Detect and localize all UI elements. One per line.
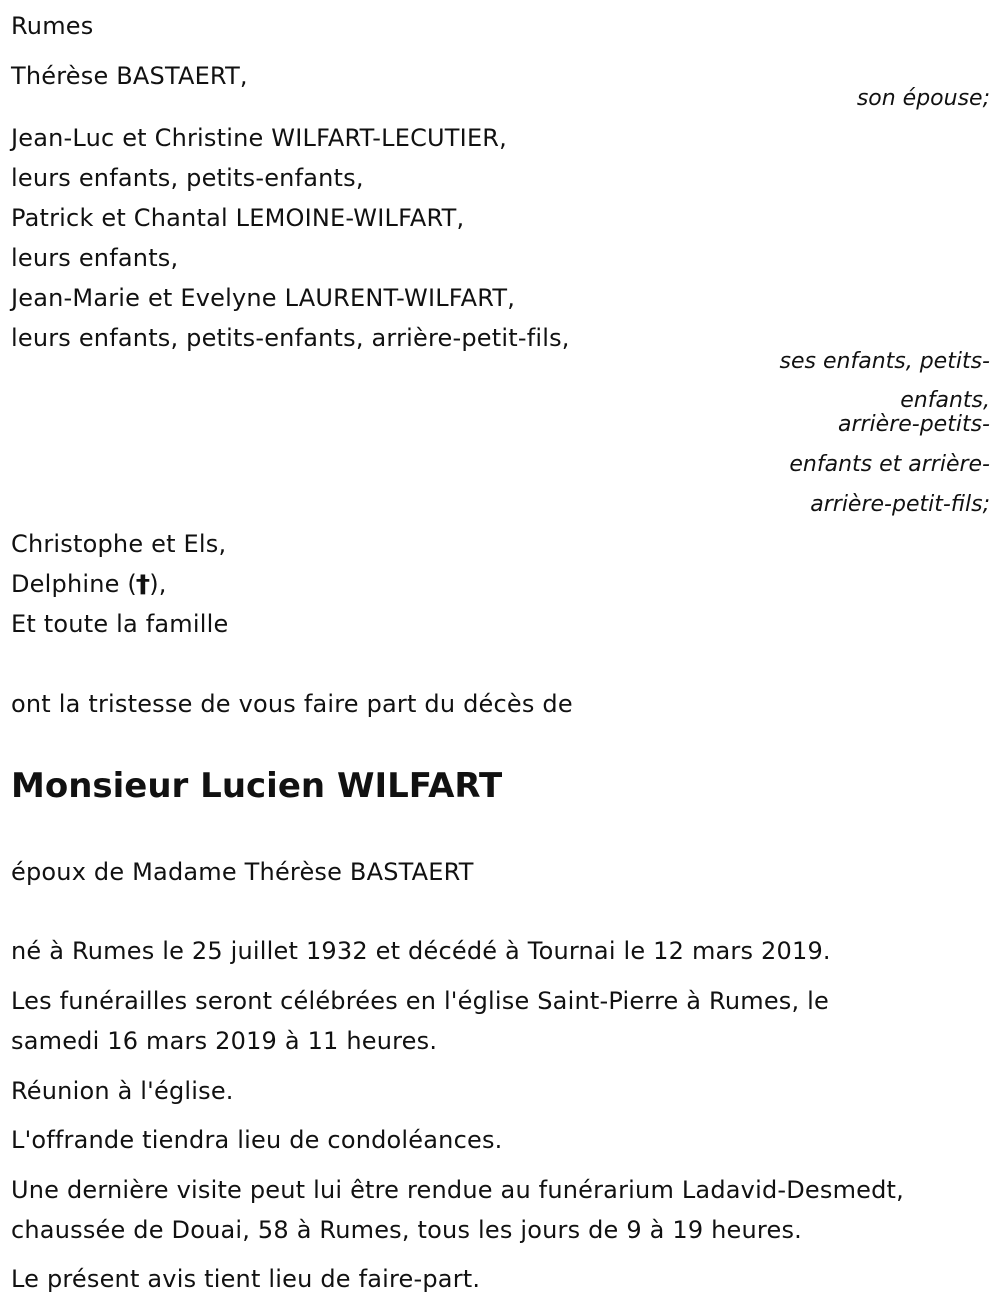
- offering-text: L'offrande tiendra lieu de condoléances.: [11, 1126, 503, 1154]
- family-line: Jean-Marie et Evelyne LAURENT-WILFART,: [11, 284, 516, 312]
- children-relation-line: arrière-petits-: [837, 412, 990, 437]
- family-line: leurs enfants, petits-enfants, arrière-petit-fils,: [11, 324, 570, 352]
- birth-death-text: né à Rumes le 25 juillet 1932 et décédé à Tournai le 12 mars 2019.: [11, 937, 831, 965]
- cross-icon: †: [135, 570, 151, 598]
- children-relation-line: enfants,: [900, 388, 990, 413]
- spouse-name: Thérèse BASTAERT,: [11, 62, 248, 90]
- delphine-suffix: ),: [149, 570, 167, 598]
- children-relation-line: enfants et arrière-: [789, 452, 990, 477]
- meeting-text: Réunion à l'église.: [11, 1077, 234, 1105]
- announcement-text: ont la tristesse de vous faire part du décès de: [11, 690, 573, 718]
- family-line: leurs enfants,: [11, 244, 179, 272]
- notice-text: Le présent avis tient lieu de faire-part.: [11, 1265, 481, 1293]
- family-line: Patrick et Chantal LEMOINE-WILFART,: [11, 204, 465, 232]
- children-relation-line: arrière-petit-fils;: [810, 492, 990, 517]
- deceased-name: Monsieur Lucien WILFART: [11, 766, 503, 806]
- location-text: Rumes: [11, 12, 94, 40]
- spouse-relation: son épouse;: [856, 86, 990, 111]
- visit-line: chaussée de Douai, 58 à Rumes, tous les jours de 9 à 19 heures.: [11, 1216, 802, 1244]
- funeral-line: samedi 16 mars 2019 à 11 heures.: [11, 1027, 438, 1055]
- family-line: leurs enfants, petits-enfants,: [11, 164, 364, 192]
- other-family-line-delphine: [11, 564, 167, 604]
- funeral-line: Les funérailles seront célébrées en l'église Saint-Pierre à Rumes, le: [11, 987, 829, 1015]
- husband-of-text: époux de Madame Thérèse BASTAERT: [11, 858, 474, 886]
- other-family-line: Christophe et Els,: [11, 530, 227, 558]
- children-relation-line: ses enfants, petits-: [779, 349, 990, 374]
- visit-line: Une dernière visite peut lui être rendue au funérarium Ladavid-Desmedt,: [11, 1176, 905, 1204]
- delphine-prefix: Delphine (: [11, 570, 137, 598]
- other-family-line: Et toute la famille: [11, 610, 229, 638]
- family-line: Jean-Luc et Christine WILFART-LECUTIER,: [11, 124, 508, 152]
